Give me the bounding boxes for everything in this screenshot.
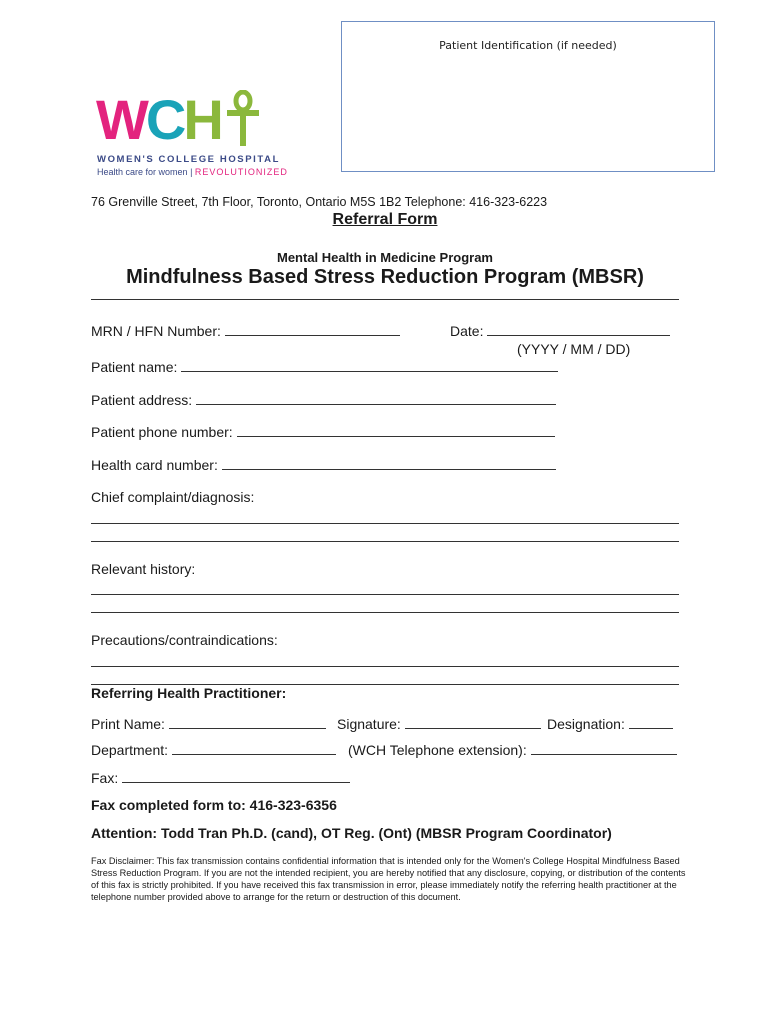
date-field[interactable] [487,322,670,336]
patient-phone-field[interactable] [237,423,555,437]
mbsr-title: Mindfulness Based Stress Reduction Program (MBSR) [126,266,644,288]
relevant-history-line[interactable] [91,612,679,613]
signature-row [337,715,541,732]
mrn-field[interactable] [225,322,400,336]
designation-field[interactable] [629,715,673,729]
logo-hospital-name: WOMEN'S COLLEGE HOSPITAL [97,154,280,165]
patient-name-row [91,358,558,375]
logo-tagline-text: Health care for women [97,167,188,177]
patient-address-label: Patient address: [91,392,193,408]
wch-extension-field[interactable] [531,741,677,755]
patient-address-field[interactable] [196,391,556,405]
designation-row [547,715,673,732]
signature-label: Signature: [337,716,401,732]
fax-field[interactable] [122,769,350,783]
fax-label: Fax: [91,770,119,786]
date-label: Date: [450,323,484,339]
form-title: Referral Form [332,211,438,228]
date-row [450,322,670,339]
wch-logo [96,88,221,151]
patient-identification-box[interactable] [341,21,715,172]
print-name-row [91,715,326,732]
patient-identification-label: Patient Identification (if needed) [439,39,617,52]
signature-field[interactable] [405,715,541,729]
chief-complaint-label: Chief complaint/diagnosis: [91,489,255,505]
chief-complaint-line[interactable] [91,523,679,524]
date-format-hint: (YYYY / MM / DD) [517,341,631,357]
department-row [91,741,336,758]
fax-row [91,769,350,786]
fax-to-line: Fax completed form to: 416-323-6356 [91,797,337,813]
patient-phone-row [91,423,555,440]
wch-extension-label: (WCH Telephone extension): [348,742,527,758]
patient-phone-label: Patient phone number: [91,424,233,440]
relevant-history-label: Relevant history: [91,561,196,577]
title-divider [91,299,679,300]
department-label: Department: [91,742,169,758]
patient-name-field[interactable] [181,358,558,372]
logo-letter-h: H [183,88,221,151]
attention-line: Attention: Todd Tran Ph.D. (cand), OT Reg. (Ont) (MBSR Program Coordinator) [91,825,612,841]
department-field[interactable] [172,741,336,755]
health-card-field[interactable] [222,456,556,470]
precautions-label: Precautions/contraindications: [91,632,278,648]
program-name: Mental Health in Medicine Program [277,250,493,265]
practitioner-heading: Referring Health Practitioner: [91,685,287,701]
fax-disclaimer: Fax Disclaimer: This fax transmission contains confidential information that is intended only for the Women's College Hospital Mindfulness Based Stress Reduction Program. If you are not the intended recipient, you are hereby notified that any disclosure, copying, or distribution of the contents of this fax is strictly prohibited. If you have received this fax transmission in error, please immediately notify the referring health practitioner at the telephone number provided above to arrange for the return or destruction of this document. [91,856,686,902]
mrn-label: MRN / HFN Number: [91,323,221,339]
logo-letter-c: C [145,88,184,151]
logo-letter-w: W [96,88,146,151]
health-card-row [91,456,556,473]
patient-name-label: Patient name: [91,359,178,375]
logo-tagline-separator: | [190,167,193,177]
print-name-label: Print Name: [91,716,165,732]
precautions-line[interactable] [91,666,679,667]
designation-label: Designation: [547,716,625,732]
health-card-label: Health card number: [91,457,218,473]
logo-tagline [97,167,288,177]
patient-address-row [91,391,556,408]
hospital-address: 76 Grenville Street, 7th Floor, Toronto, Ontario M5S 1B2 Telephone: 416-323-6223 [91,195,548,209]
mrn-row [91,322,400,339]
relevant-history-line[interactable] [91,594,679,595]
ankh-icon [221,90,265,148]
logo-tagline-accent: REVOLUTIONIZED [194,167,288,177]
wch-extension-row [348,741,677,758]
chief-complaint-line[interactable] [91,541,679,542]
print-name-field[interactable] [169,715,326,729]
